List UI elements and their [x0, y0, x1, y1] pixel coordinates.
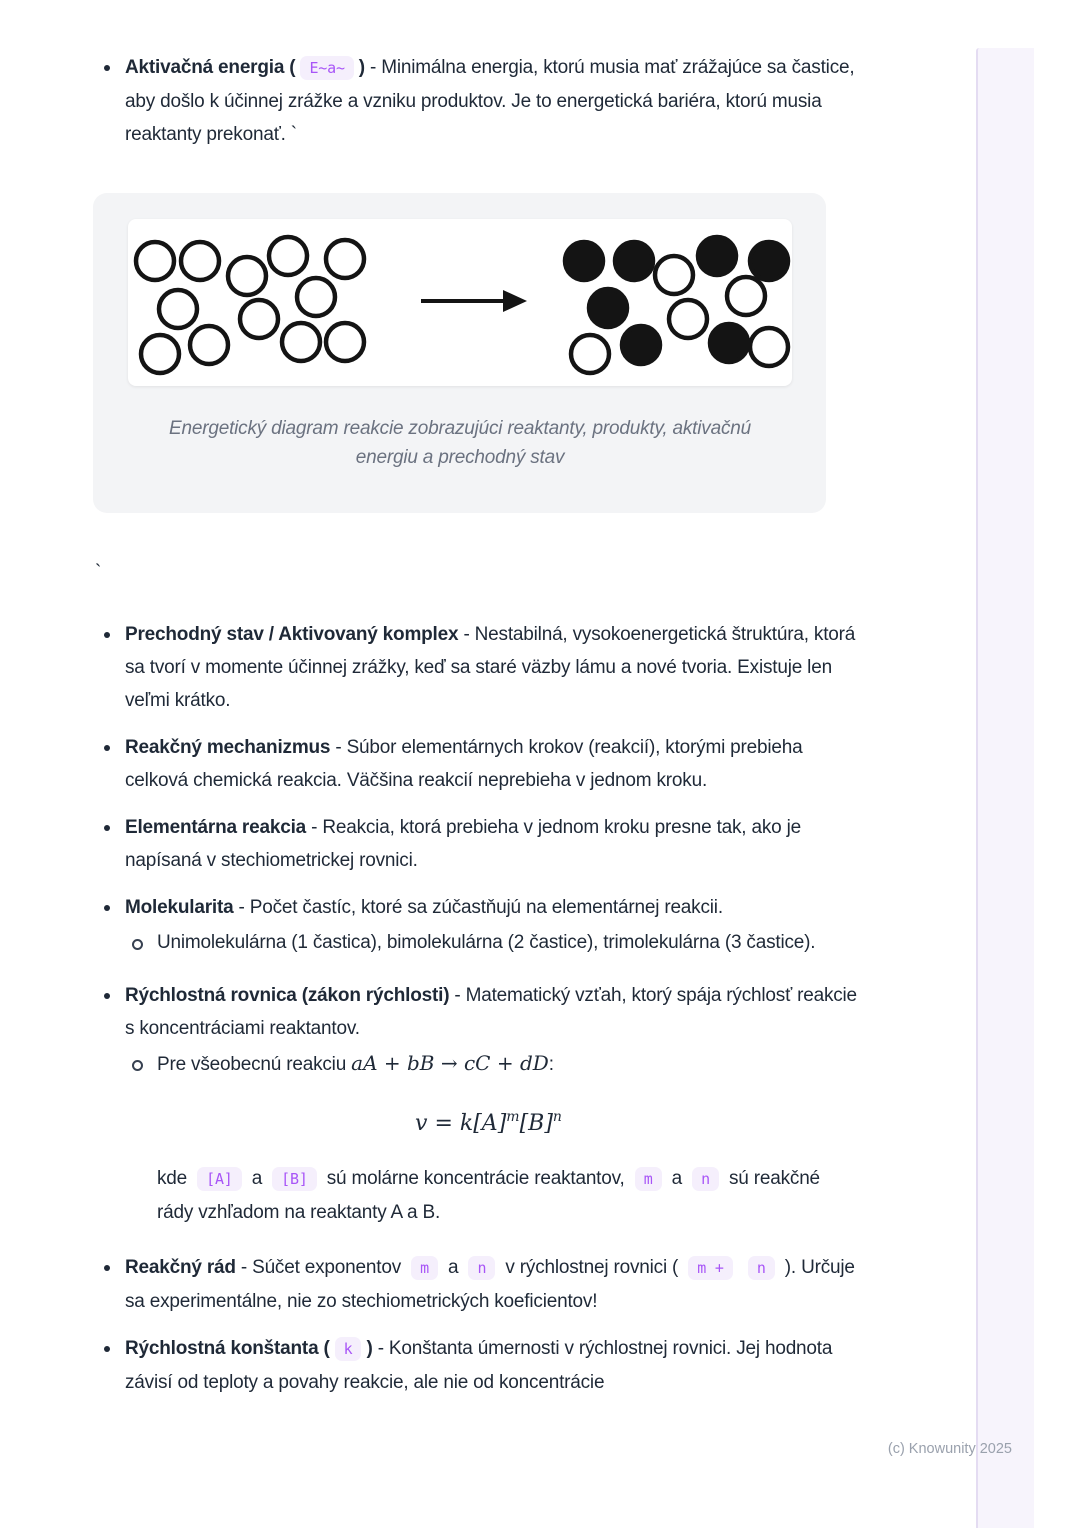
rate-equation-explanation — [157, 1162, 859, 1229]
text-segment: - Počet častíc, ktoré sa zúčastňujú na elementárnej reakcii. — [233, 897, 723, 918]
reactant-particle — [159, 290, 197, 328]
bullet-item-molecularity — [93, 891, 859, 924]
document-page — [93, 0, 859, 1399]
reactant-particle — [571, 335, 609, 373]
subbullet-text — [157, 1047, 859, 1081]
subbullet-item-general-reaction — [93, 1047, 859, 1081]
bullet-marker — [93, 731, 125, 797]
product-particle — [622, 326, 660, 364]
text-segment: - Nestabilná, vysokoenergetická štruktúra, ktorá sa tvorí v momente účinnej zrážky, keď sa staré väzby lámu a nové tvoria. Existuje len veľmi krátko. — [125, 624, 856, 711]
reactant-particle — [727, 277, 765, 315]
text-segment: a — [666, 1168, 688, 1189]
inline-code-chip: k — [335, 1337, 362, 1361]
reactant-particle — [326, 323, 364, 361]
text-segment: - Reakcia, ktorá prebieha v jednom kroku presne tak, ako je napísaná v stechiometrickej rovnici. — [125, 817, 801, 871]
text-segment: - Konštanta úmernosti v rýchlostnej rovnici. Jej hodnota závisí od teploty a povahy reakcie, ale nie od koncentrácie — [125, 1338, 833, 1393]
text-segment: Unimolekulárna (1 častica), bimolekulárna (2 častice), trimolekulárna (3 častice). — [157, 932, 816, 953]
reactant-particle — [269, 237, 307, 275]
bold-text-segment: Molekularita — [125, 897, 234, 918]
bold-text-segment: Rýchlostná konštanta ( — [125, 1338, 330, 1359]
reactant-particle — [228, 257, 266, 295]
reactant-particle — [297, 278, 335, 316]
reactant-particle — [750, 328, 788, 366]
bullet-item-activation-energy — [93, 51, 859, 151]
bullet-marker — [93, 51, 125, 151]
product-particle — [589, 289, 627, 327]
bold-text-segment: Aktivačná energia ( — [125, 57, 296, 78]
bold-text-segment: ) — [358, 57, 365, 78]
text-segment: - Súčet exponentov — [235, 1257, 407, 1278]
subbullet-marker — [125, 926, 157, 959]
text-segment: sú molárne koncentrácie reaktantov, — [321, 1168, 630, 1189]
reaction-arrow-head — [503, 290, 527, 312]
inline-code-chip: [B] — [272, 1167, 317, 1191]
inline-code-chip: m — [411, 1256, 438, 1280]
inline-code-chip: n — [692, 1167, 719, 1191]
copyright: (c) Knowunity 2025 — [887, 1441, 1012, 1457]
bullet-text — [125, 1251, 859, 1318]
inline-code-chip: [A] — [197, 1167, 242, 1191]
bullet-text — [125, 618, 859, 717]
bold-text-segment: Prechodný stav / Aktivovaný komplex — [125, 624, 459, 645]
figure-caption: Energetický diagram reakcie zobrazujúci reaktanty, produkty, aktivačnú energiu a prechodný stav — [169, 418, 751, 468]
bold-text-segment: Reakčný mechanizmus — [125, 737, 331, 758]
text-segment: : — [548, 1054, 554, 1075]
bold-text-segment: Reakčný rád — [125, 1257, 236, 1278]
text-segment: - Minimálna energia, ktorú musia mať zrážajúce sa častice, aby došlo k účinnej zrážke a vzniku produktov. Je to energetická bariéra, ktorú musia reaktanty prekonať. ` — [125, 57, 855, 145]
bullet-text — [125, 979, 859, 1045]
formula-exponent: m — [506, 1109, 520, 1125]
stray-backtick: ` — [95, 562, 102, 583]
bullet-text — [125, 891, 859, 924]
reactant-particle — [181, 242, 219, 280]
bullet-item-elementary-reaction — [93, 811, 859, 877]
formula-text: [B] — [519, 1111, 553, 1136]
bullet-text — [125, 731, 859, 797]
bold-text-segment: Rýchlostná rovnica (zákon rýchlosti) — [125, 985, 450, 1006]
reactant-particle — [282, 323, 320, 361]
particle-figure-svg — [128, 219, 792, 386]
reactant-particle — [141, 335, 179, 373]
bullet-marker — [93, 811, 125, 877]
reactant-particle — [190, 326, 228, 364]
bullet-item-rate-constant — [93, 1332, 859, 1399]
bold-text-segment: Elementárna reakcia — [125, 817, 307, 838]
reactant-particle — [669, 300, 707, 338]
bullet-text — [125, 51, 859, 151]
text-segment: v rýchlostnej rovnici ( — [500, 1257, 684, 1278]
product-particle — [710, 324, 748, 362]
text-segment: - Matematický vzťah, ktorý spája rýchlosť reakcie s koncentráciami reaktantov. — [125, 985, 857, 1039]
bullet-marker — [93, 891, 125, 924]
figure-card — [93, 193, 826, 513]
product-particle — [615, 242, 653, 280]
reactant-particle — [655, 256, 693, 294]
text-segment: Pre všeobecnú reakciu — [157, 1054, 352, 1075]
reactant-particle — [136, 242, 174, 280]
bullet-marker — [93, 618, 125, 717]
bullet-text — [125, 1332, 859, 1399]
inline-code-chip: E~a~ — [300, 56, 353, 80]
bullet-text — [125, 811, 859, 877]
product-particle — [750, 242, 788, 280]
reactant-particle — [240, 300, 278, 338]
text-segment — [738, 1257, 743, 1278]
bullet-marker — [93, 979, 125, 1045]
bullet-item-reaction-order — [93, 1251, 859, 1318]
particle-diagram-panel — [128, 219, 792, 386]
text-segment: ). Určuje sa experimentálne, nie zo stechiometrických koeficientov! — [125, 1257, 855, 1312]
inline-code-chip: n — [468, 1256, 495, 1280]
bullet-item-rate-law — [93, 979, 859, 1045]
formula-exponent: n — [552, 1109, 562, 1125]
inline-math: aA + bB → cC + dD — [351, 1051, 549, 1075]
text-segment: a — [442, 1257, 464, 1278]
text-segment: kde — [157, 1168, 193, 1189]
bold-text-segment: ) — [366, 1338, 373, 1359]
text-segment: sú reakčné rády vzhľadom na reaktanty A a B. — [157, 1168, 820, 1223]
bullet-marker — [93, 1251, 125, 1318]
scrollbar-track[interactable] — [976, 48, 1034, 1528]
reactant-particle — [326, 240, 364, 278]
inline-code-chip: n — [748, 1256, 775, 1280]
product-particle — [565, 242, 603, 280]
subbullet-item-molecularity-types — [93, 926, 859, 959]
text-segment: a — [246, 1168, 268, 1189]
bullet-item-reaction-mechanism — [93, 731, 859, 797]
subbullet-text — [157, 926, 859, 959]
bullet-item-transition-state — [93, 618, 859, 717]
subbullet-marker — [125, 1047, 157, 1081]
rate-equation — [118, 1109, 859, 1136]
text-segment: - Súbor elementárnych krokov (reakcií), ktorými prebieha celková chemická reakcia. Väčšina reakcií neprebieha v jednom kroku. — [125, 737, 803, 791]
bullet-marker — [93, 1332, 125, 1399]
inline-code-chip: m + — [688, 1256, 733, 1280]
product-particle — [698, 237, 736, 275]
inline-code-chip: m — [635, 1167, 662, 1191]
formula-text: v = k[A] — [415, 1111, 507, 1136]
